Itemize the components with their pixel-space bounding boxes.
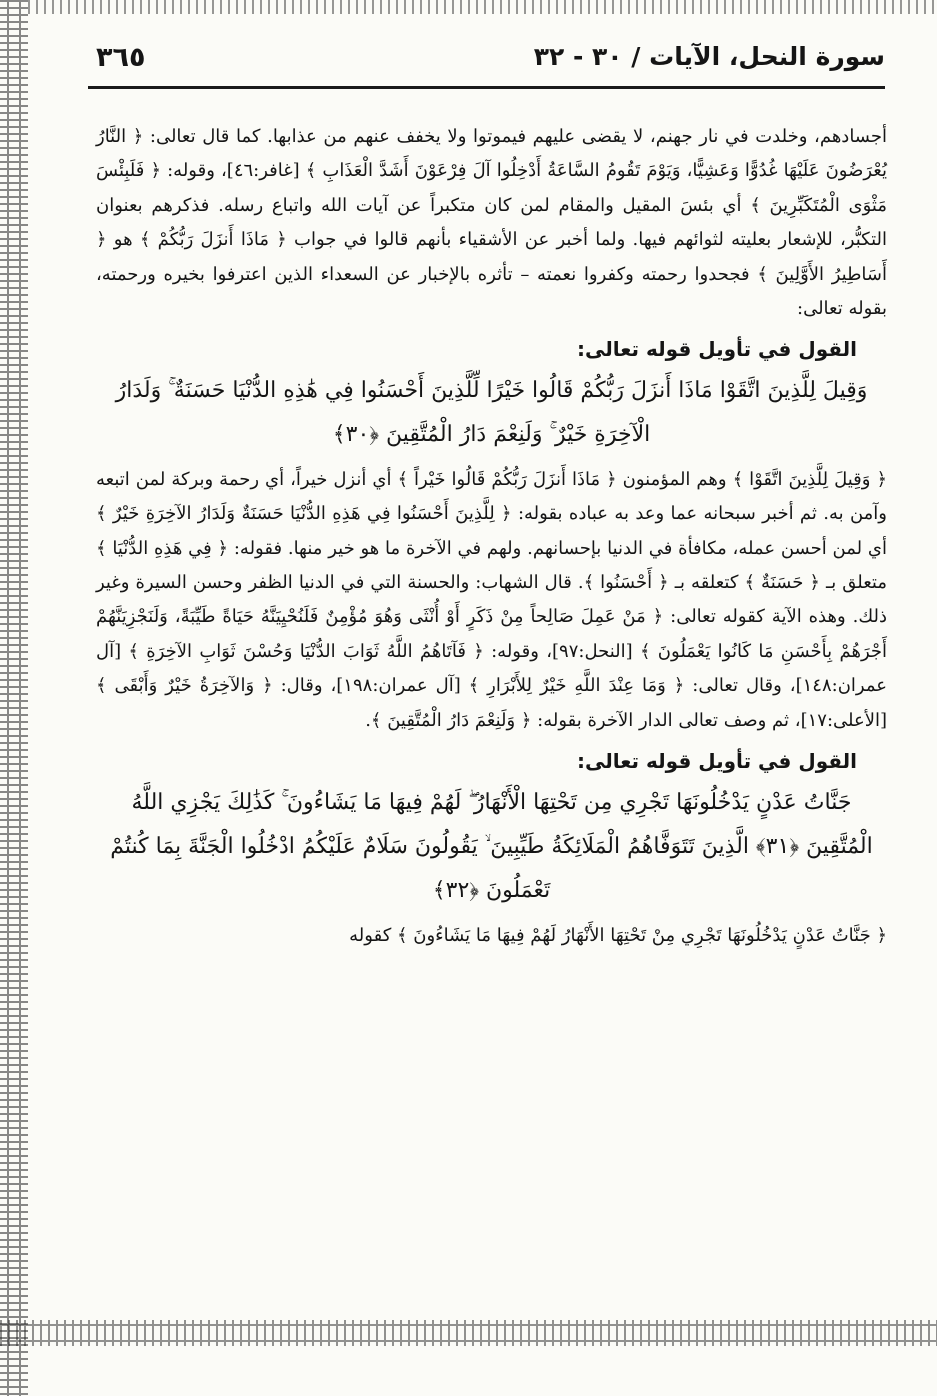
chapter-title: سورة النحل، الآيات / ٣٠ - ٣٢ bbox=[533, 42, 885, 71]
page-border-top bbox=[28, 0, 937, 14]
paragraph-2: ﴿ وَقِيلَ لِلَّذِينَ اتَّقَوْا ﴾ وهم المؤمنون ﴿ مَاذَا أَنزَلَ رَبُّكُمْ قَالُوا خَيْراً ﴾ أي أنزل خيراً، أي رحمة وبركة لمن اتبعه وآمن به. ثم أخبر سبحانه عما وعد به عباده بقوله: ﴿ لِلَّذِينَ أَحْسَنُوا فِي هَذِهِ الدُّنْيَا حَسَنَةٌ وَلَدَارُ الآخِرَةِ خَيْرٌ ﴾ أي لمن أحسن عمله، مكافأة في الدنيا بإحسانهم. ولهم في الآخرة ما هو خير منها. فقوله: ﴿ فِي هَذِهِ الدُّنْيَا ﴾ متعلق بـ ﴿ حَسَنَةٌ ﴾ كتعلقه بـ ﴿ أَحْسَنُوا ﴾. قال الشهاب: والحسنة التي في الدنيا الظفر وحسن السيرة وغير ذلك. وهذه الآية كقوله تعالى: ﴿ مَنْ عَمِلَ صَالِحاً مِنْ ذَكَرٍ أَوْ أُنْثَى وَهُوَ مُؤْمِنٌ فَلَنُحْيِيَنَّهُ حَيَاةً طَيِّبَةً، وَلَنَجْزِيَنَّهُمْ أَجْرَهُمْ بِأَحْسَنِ مَا كَانُوا يَعْمَلُونَ ﴾ [النحل:٩٧]، وقوله: ﴿ فَآتَاهُمُ اللَّهُ ثَوَابَ الدُّنْيَا وَحُسْنَ ثَوَابِ الآخِرَةِ ﴾ [آل عمران:١٤٨]، وقال تعالى: ﴿ وَمَا عِنْدَ اللَّهِ خَيْرٌ لِلأَبْرَارِ ﴾ [آل عمران:١٩٨]، وقال: ﴿ وَالآخِرَةُ خَيْرٌ وَأَبْقَى ﴾ [الأعلى:١٧]، ثم وصف تعالى الدار الآخرة بقوله: ﴿ وَلَنِعْمَ دَارُ الْمُتَّقِينَ ﴾. bbox=[96, 468, 888, 731]
page-number: ٣٦٥ bbox=[96, 42, 146, 73]
paragraph-3: ﴿ جَنَّاتُ عَدْنٍ يَدْخُلُونَهَا تَجْرِي مِنْ تَحْتِهَا الأَنْهَارُ لَهُمْ فِيهَا مَا يَشَاءُونَ ﴾ كقوله bbox=[349, 924, 887, 946]
section-heading-2: القول في تأويل قوله تعالى: bbox=[577, 749, 857, 774]
page-header bbox=[88, 38, 885, 89]
quran-verse-1: وَقِيلَ لِلَّذِينَ اتَّقَوْا مَاذَا أَنزَلَ رَبُّكُمْ قَالُوا خَيْرًا لِّلَّذِينَ أَحْسَنُوا فِي هَٰذِهِ الدُّنْيَا حَسَنَةٌ ۚ وَلَدَارُ الْآخِرَةِ خَيْرٌ ۚ وَلَنِعْمَ دَارُ الْمُتَّقِينَ ﴿٣٠﴾ bbox=[115, 377, 868, 447]
page-body bbox=[96, 120, 887, 1316]
section-heading-1: القول في تأويل قوله تعالى: bbox=[577, 337, 857, 362]
quran-verse-2: جَنَّاتُ عَدْنٍ يَدْخُلُونَهَا تَجْرِي مِن تَحْتِهَا الْأَنْهَارُ ۖ لَهُمْ فِيهَا مَا يَشَاءُونَ ۚ كَذَٰلِكَ يَجْزِي اللَّهُ الْمُتَّقِينَ ﴿٣١﴾ الَّذِينَ تَتَوَفَّاهُمُ الْمَلَائِكَةُ طَيِّبِينَ ۙ يَقُولُونَ سَلَامٌ عَلَيْكُمُ ادْخُلُوا الْجَنَّةَ بِمَا كُنتُمْ تَعْمَلُونَ ﴿٣٢﴾ bbox=[110, 789, 873, 903]
page-border-left bbox=[0, 0, 28, 1396]
page-border-bottom bbox=[0, 1320, 937, 1346]
paragraph-1: أجسادهم، وخلدت في نار جهنم، لا يقضى عليهم فيموتوا ولا يخفف عنهم من عذابها. كما قال تعالى: ﴿ النَّارُ يُعْرَضُونَ عَلَيْهَا غُدُوًّا وَعَشِيًّا، وَيَوْمَ تَقُومُ السَّاعَةُ أَدْخِلُوا آلَ فِرْعَوْنَ أَشَدَّ الْعَذَابِ ﴾ [غافر:٤٦]، وقوله: ﴿ فَلَبِئْسَ مَثْوَى الْمُتَكَبِّرِينَ ﴾ أي بئسَ المقيل والمقام لمن كان متكبراً عن آيات الله واتباع رسله. فذكرهم بعنوان التكبُّر، للإشعار بعليته لثوائهم فيها. ولما أخبر عن الأشقياء بأنهم قالوا في جواب ﴿ مَاذَا أَنزَلَ رَبُّكُمْ ﴾ هو ﴿ أَسَاطِيرُ الأَوَّلِينَ ﴾ فجحدوا رحمته وكفروا نعمته – تأثره بالإخبار عن السعداء الذين اعترفوا بخيره ورحمته، بقوله تعالى: bbox=[96, 126, 887, 320]
